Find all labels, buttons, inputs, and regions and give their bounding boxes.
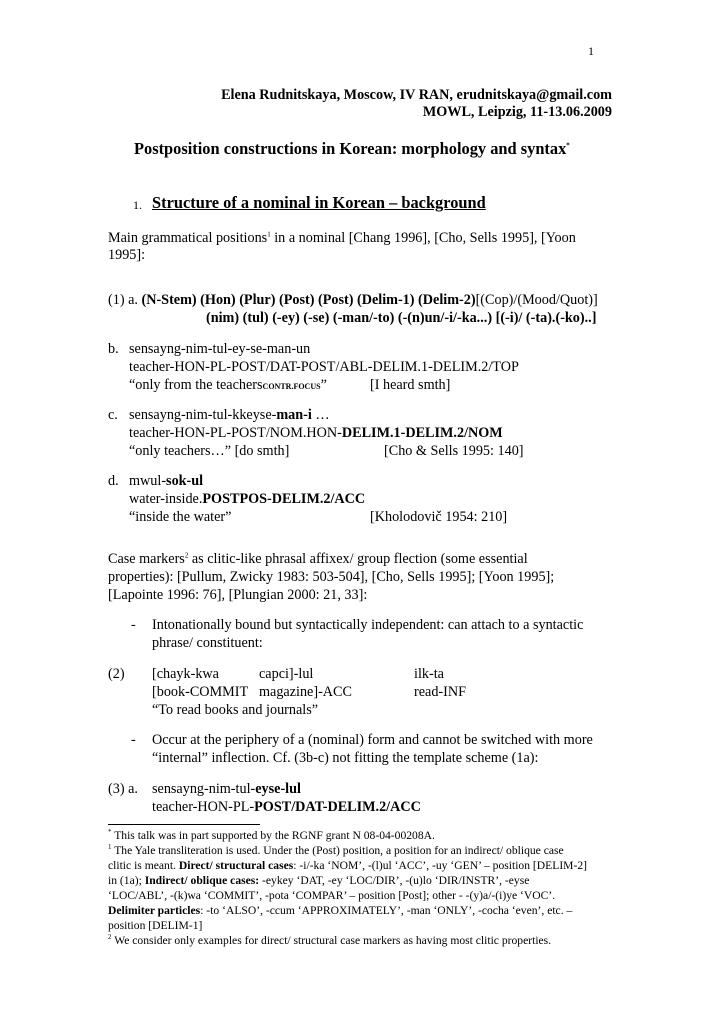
section-number: 1. (133, 198, 142, 212)
ex1c-form (129, 406, 330, 424)
footnote-1-l2a: clitic is meant. (108, 859, 179, 872)
case-para-text-cont: as clitic-like phrasal affixex/ group flection (some essential (188, 551, 528, 567)
footnote-mark-2: 2 (184, 551, 189, 560)
footnote-separator (108, 824, 260, 825)
ex1c-reference: [Cho & Sells 1995: 140] (384, 443, 524, 459)
intro-text: Main grammatical positions (108, 230, 268, 246)
intro-text-cont: in a nominal [Chang 1996], [Cho, Sells 1995], [Yoon (270, 230, 576, 246)
ex1d-form (129, 472, 203, 490)
ex1-template (108, 291, 598, 309)
footnote-1-l5a: Delimiter particles (108, 904, 201, 917)
author-line: Elena Rudnitskaya, Moscow, IV RAN, erudnitskaya@gmail.com (221, 87, 612, 103)
footnote-1-l3c: -eykey ‘DAT, -ey ‘LOC/DIR’, -(u)lo ‘DIR/INSTR’, -eyse (259, 874, 530, 887)
bullet-2-line-2: “internal” inflection. Cf. (3b-c) not fitting the template scheme (1a): (152, 750, 539, 766)
ex3-form-bold: eyse-lul (255, 781, 301, 797)
ex1b-note: [I heard smth] (370, 377, 451, 393)
footnote-2 (108, 933, 551, 948)
ex1c-gloss (129, 424, 503, 442)
footnote-mark-1: 1 (267, 230, 271, 239)
footnote-1-mark: 1 (108, 843, 112, 852)
footnote-star (108, 828, 435, 843)
ex1b-label: b. (108, 341, 119, 357)
ex1b-gloss: teacher-HON-PL-POST/DAT-POST/ABL-DELIM.1-DELIM.2/TOP (129, 359, 519, 375)
ex1c-form-plain: sensayng-nim-tul-kkeyse- (129, 407, 277, 423)
footnote-2-text: We consider only examples for direct/ structural case markers as having most clitic properties. (111, 934, 552, 947)
footnote-1-text: The Yale transliteration is used. Under the (Post) position, a position for an indirect/ oblique case (111, 844, 564, 857)
ex1d-gloss (129, 490, 365, 508)
bullet-1-dash: - (131, 617, 136, 633)
footnote-1-line-3 (108, 873, 529, 888)
title-footnote-mark: * (566, 141, 570, 150)
section-heading: Structure of a nominal in Korean – background (152, 193, 486, 212)
bullet-1-line-1: Intonationally bound but syntactically independent: can attach to a syntactic (152, 617, 584, 633)
ex1d-reference: [Kholodovič 1954: 210] (370, 509, 508, 525)
footnote-1-l2c: : -i/-ka ‘NOM’, -(l)ul ‘ACC’, -uy ‘GEN’ – position [DELIM-2] (293, 859, 588, 872)
ex1-label: (1) a. (108, 292, 142, 308)
ex2-gloss-1: [book-COMMIT (152, 684, 249, 700)
ex1d-label: d. (108, 473, 119, 489)
ex3-gloss-plain: teacher-HON-PL- (152, 799, 255, 815)
ex1d-form-plain: mwul- (129, 473, 167, 489)
ex1b-translation (129, 376, 327, 396)
intro-line-1 (108, 229, 576, 247)
ex1c-form-bold: man-i (276, 407, 312, 423)
case-para-line-2: properties): [Pullum, Zwicky 1983: 503-504], [Cho, Sells 1995]; [Yoon 1995]; (108, 569, 555, 585)
footnote-1-l3a: in (1a); (108, 874, 145, 887)
footnote-1-l2b: Direct/ structural cases (178, 859, 294, 872)
ex1c-gloss-bold: DELIM.1-DELIM.2/NOM (341, 425, 503, 441)
ex2-gloss-3: read-INF (414, 684, 466, 700)
ex1c-form-end: … (311, 407, 330, 423)
ex2-gloss-2: magazine]-ACC (259, 684, 352, 700)
ex2-translation: “To read books and journals” (152, 702, 319, 718)
ex1-template-positions: (N-Stem) (Hon) (Plur) (Post) (Post) (Delim-1) (Delim-2) (141, 292, 476, 308)
ex2-label: (2) (108, 666, 125, 682)
ex1b-trans-end: ” (320, 377, 327, 393)
ex3-gloss-bold: POST/DAT-DELIM.2/ACC (254, 799, 421, 815)
ex1-template-forms: (nim) (tul) (-ey) (-se) (-man/-to) (-(n)un/-i/-ka...) [(-i)/ (-ta).(-ko)..] (206, 310, 597, 326)
ex3-form (152, 780, 301, 798)
footnote-1-line-4: ‘LOC/ABL’, -(k)wa ‘COMMIT’, -pota ‘COMPAR’ – position [Post]; other - -(y)a/-(i)ye ‘VOC’. (108, 889, 556, 902)
ex1b-trans-text: “only from the teachers (129, 377, 263, 393)
footnote-2-mark: 2 (108, 933, 112, 942)
ex1d-translation: “inside the water” (129, 509, 232, 525)
bullet-1-line-2: phrase/ constituent: (152, 635, 263, 651)
bullet-2-line-1: Occur at the periphery of a (nominal) form and cannot be switched with more (152, 732, 593, 748)
footnote-1-line-1 (108, 843, 564, 858)
ex3-form-plain: sensayng-nim-tul- (152, 781, 256, 797)
footnote-star-text: This talk was in part supported by the RGNF grant N 08-04-00208A. (111, 829, 435, 842)
bullet-2-dash: - (131, 732, 136, 748)
ex1c-label: c. (108, 407, 118, 423)
footnote-1-l5b: : -to ‘ALSO’, -ccum ‘APPROXIMATELY’, -man ‘ONLY’, -cocha ‘even’, etc. – (200, 904, 573, 917)
ex1b-trans-sub: CONTR.FOCUS (262, 382, 321, 391)
ex3-gloss (152, 798, 421, 816)
ex3-label: (3) a. (108, 781, 138, 797)
ex1c-gloss-plain: teacher-HON-PL-POST/NOM.HON- (129, 425, 342, 441)
ex1-template-rest: [(Cop)/(Mood/Quot)] (475, 292, 598, 308)
ex1d-gloss-plain: water-inside. (129, 491, 203, 507)
footnote-1-line-6: position [DELIM-1] (108, 919, 203, 932)
ex2-word-2: capci]-lul (259, 666, 314, 682)
paper-title (134, 139, 570, 159)
ex1c-translation: “only teachers…” [do smth] (129, 443, 290, 459)
ex1b-form: sensayng-nim-tul-ey-se-man-un (129, 341, 311, 357)
ex1d-form-bold: sok-ul (166, 473, 204, 489)
page-number: 1 (588, 44, 594, 58)
case-para-line-1 (108, 550, 528, 568)
ex1d-gloss-bold: POSTPOS-DELIM.2/ACC (202, 491, 366, 507)
footnote-1-l3b: Indirect/ oblique cases: (144, 874, 260, 887)
paper-title-text: Postposition constructions in Korean: morphology and syntax (134, 139, 567, 158)
case-para-text: Case markers (108, 551, 185, 567)
intro-line-2: 1995]: (108, 247, 146, 263)
ex2-word-3: ilk-ta (414, 666, 444, 682)
footnote-1-line-5 (108, 903, 572, 918)
footnote-1-line-2 (108, 858, 587, 873)
venue-line: MOWL, Leipzig, 11-13.06.2009 (422, 104, 612, 120)
ex2-word-1: [chayk-kwa (152, 666, 219, 682)
case-para-line-3: [Lapointe 1996: 76], [Plungian 2000: 21, 33]: (108, 587, 368, 603)
footnote-star-mark: * (108, 828, 112, 837)
